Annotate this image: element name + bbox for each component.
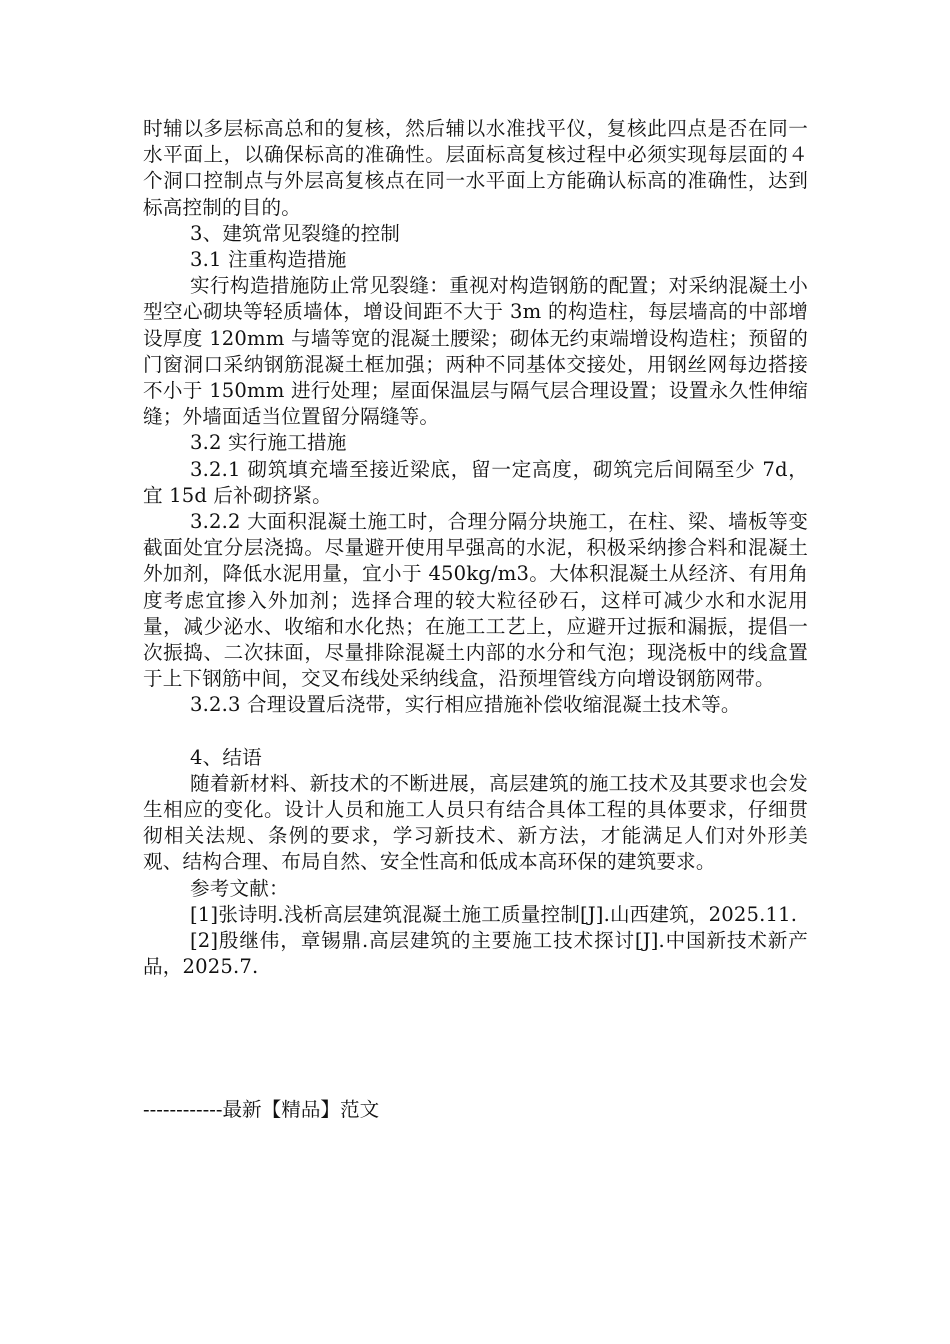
paragraph-conclusion: 随着新材料、新技术的不断进展，高层建筑的施工技术及其要求也会发生相应的变化。设计人员和施工人员只有结合具体工程的具体要求，仔细贯彻相关法规、条例的要求，学习新技术、新方法，才能满足人们对外形美观、结构合理、布局自然、安全性高和低成本高环保的建筑要求。: [143, 771, 808, 874]
reference-item-1: [1]张诗明.浅析高层建筑混凝土施工质量控制[J].山西建筑，2025.11.: [190, 902, 798, 926]
paragraph-structural-measures: 实行构造措施防止常见裂缝：重视对构造钢筋的配置；对采纳混凝土小型空心砌块等轻质墙体，增设间距不大于 3m 的构造柱，每层墙高的中部增设厚度 120mm 与墙等宽的混凝土腰梁；砌体无约束端增设构造柱；预留的门窗洞口采纳钢筋混凝土框加强；两种不同基体交接处，用钢丝网每边搭接不小于 150mm 进行处理；屋面保温层与隔气层合理设置；设置永久性伸缩缝；外墙面适当位置留分隔缝等。: [143, 274, 808, 429]
document-body: [143, 116, 808, 981]
paragraph-3-2-2: 3.2.2 大面积混凝土施工时，合理分隔分块施工，在柱、梁、墙板等变截面处宜分层浇捣。尽量避开使用早强高的水泥，积极采纳掺合料和混凝土外加剂，降低水泥用量，宜小于 450kg/m3。大体积混凝土从经济、有用角度考虑宜掺入外加剂；选择合理的较大粒径砂石，这样可减少水和水泥用量，减少泌水、收缩和水化热；在施工工艺上，应避开过振和漏振，提倡一次振捣、二次抹面，尽量排除混凝土内部的水分和气泡；现浇板中的线盒置于上下钢筋中间，交叉布线处采纳线盒，沿预埋管线方向增设钢筋网带。: [143, 510, 808, 691]
subsection-heading-construction-measures: 3.2 实行施工措施: [190, 431, 347, 455]
subsection-heading-structural-measures: 3.1 注重构造措施: [190, 248, 347, 272]
paragraph-elevation-check: 时辅以多层标高总和的复核，然后辅以水准找平仪，复核此四点是否在同一水平面上，以确保标高的准确性。层面标高复核过程中必须实现每层面的４个洞口控制点与外层高复核点在同一水平面上方能确认标高的准确性，达到标高控制的目的。: [143, 117, 808, 219]
footer-banner: ------------最新【精品】范文: [143, 1098, 380, 1121]
paragraph-spacer: [143, 719, 808, 745]
paragraph-3-2-1: 3.2.1 砌筑填充墙至接近梁底，留一定高度，砌筑完后间隔至少 7d，宜 15d 后补砌挤紧。: [143, 457, 808, 507]
references-heading: 参考文献：: [190, 876, 289, 900]
section-heading-crack-control: 3、建筑常见裂缝的控制: [190, 221, 401, 245]
section-heading-conclusion: 4、结语: [190, 745, 262, 769]
reference-item-2: [2]殷继伟，章锡鼎.高层建筑的主要施工技术探讨[J].中国新技术新产品，2025.7.: [143, 929, 808, 979]
paragraph-3-2-3: 3.2.3 合理设置后浇带，实行相应措施补偿收缩混凝土技术等。: [190, 693, 741, 717]
